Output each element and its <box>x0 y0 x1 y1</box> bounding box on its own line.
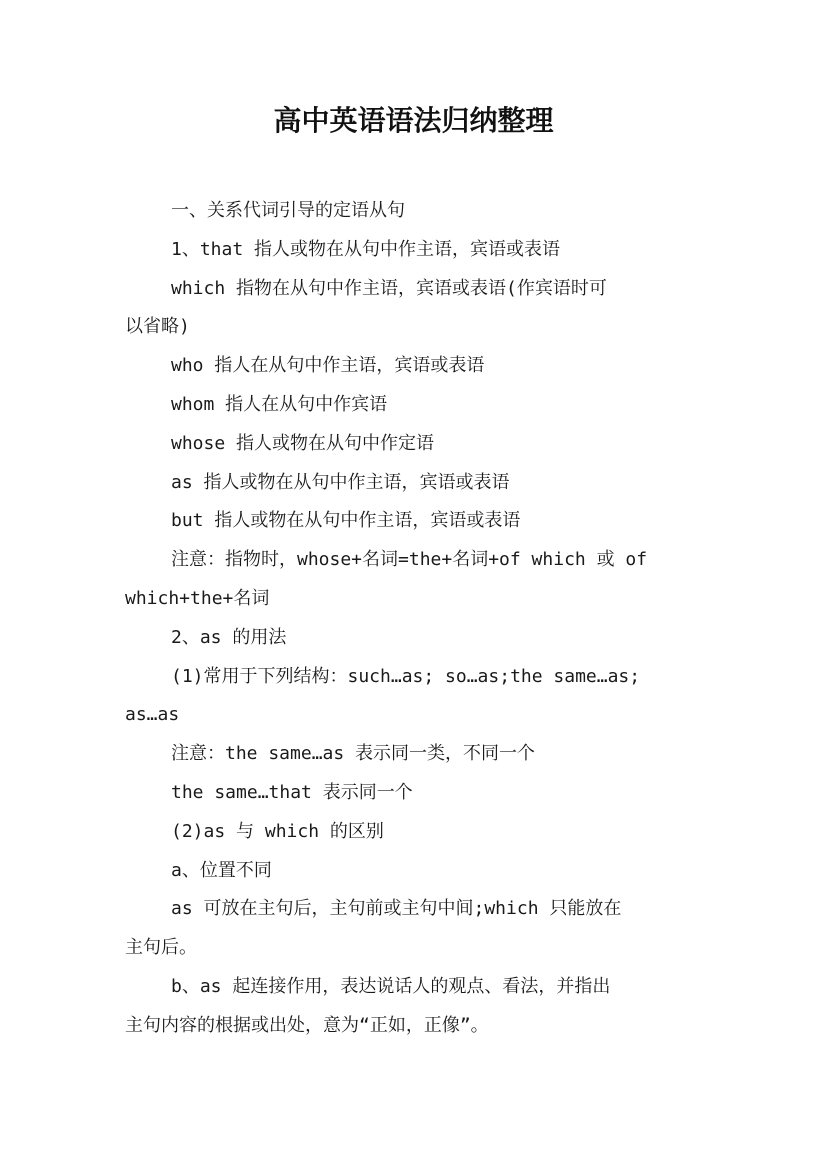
paragraph-line: which+the+名词 <box>125 587 270 609</box>
paragraph-line: the same…that 表示同一个 <box>171 781 413 803</box>
paragraph-line: as 可放在主句后，主句前或主句中间;which 只能放在 <box>171 898 622 920</box>
paragraph-line: 注意：指物时，whose+名词=the+名词+of which 或 of <box>171 549 648 571</box>
paragraph-line: who 指人在从句中作主语，宾语或表语 <box>171 355 485 377</box>
paragraph-line: whose 指人或物在从句中作定语 <box>171 432 435 454</box>
paragraph-line: (1)常用于下列结构：such…as; so…as;the same…as; <box>171 665 641 687</box>
paragraph-line: which 指物在从句中作主语，宾语或表语(作宾语时可 <box>171 277 607 299</box>
paragraph-line: 以省略) <box>125 316 190 338</box>
paragraph-line: as…as <box>125 704 180 726</box>
section-heading: 一、关系代词引导的定语从句 <box>171 200 405 221</box>
paragraph-line: 注意：the same…as 表示同一类，不同一个 <box>171 743 536 765</box>
document-body <box>125 192 705 1046</box>
section-heading: 2、as 的用法 <box>171 626 287 648</box>
paragraph-line: a、位置不同 <box>171 859 272 881</box>
paragraph-line: but 指人或物在从句中作主语，宾语或表语 <box>171 510 521 532</box>
paragraph-line: as 指人或物在从句中作主语，宾语或表语 <box>171 471 510 493</box>
paragraph-line: 主句内容的根据或出处，意为“正如，正像”。 <box>125 1014 489 1036</box>
paragraph-line: b、as 起连接作用，表达说话人的观点、看法，并指出 <box>171 975 611 997</box>
document-title: 高中英语语法归纳整理 <box>273 104 554 137</box>
paragraph-line: (2)as 与 which 的区别 <box>171 820 384 842</box>
paragraph-line: 主句后。 <box>125 937 197 959</box>
paragraph-line: whom 指人在从句中作宾语 <box>171 393 388 415</box>
paragraph-line: 1、that 指人或物在从句中作主语，宾语或表语 <box>171 238 561 260</box>
